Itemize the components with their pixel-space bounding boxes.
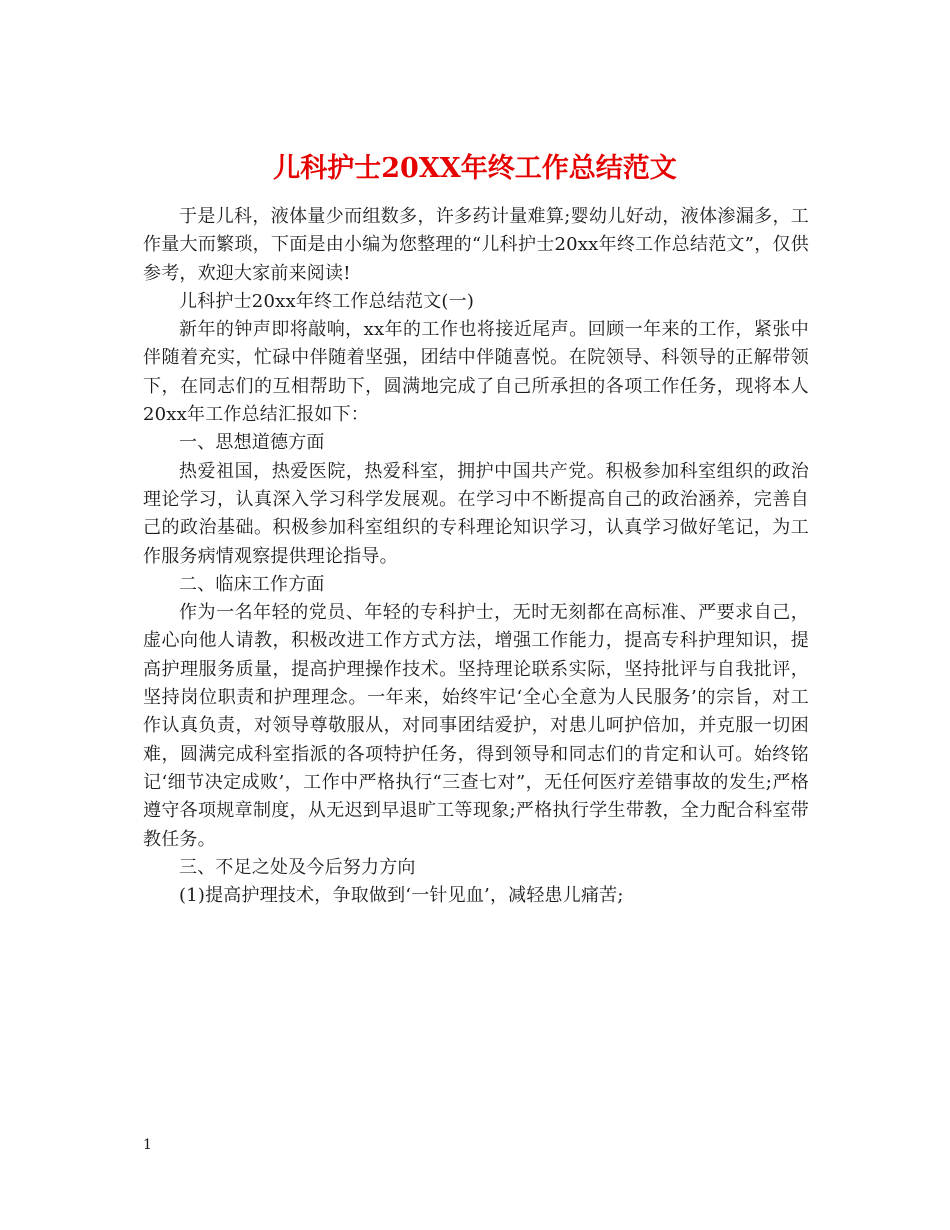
heading-clinical-work: 二、临床工作方面 (179, 573, 325, 595)
document-title: 儿科护士20XX年终工作总结范文 (273, 153, 677, 185)
paragraph-clinical-work: 作为一名年轻的党员、年轻的专科护士，无时无刻都在高标准、严要求自己，虚心向他人请教，积极改进工作方式方法，增强工作能力，提高专科护理知识，提高护理服务质量，提高护理操作技术。坚持理论联系实际，坚持批评与自我批评，坚持岗位职责和护理理念。一年来，始终牢记‘全心全意为人民服务’的宗旨，对工作认真负责，对领导尊敬服从，对同事团结爱护，对患儿呵护倍加，并克服一切困难，圆满完成科室指派的各项特护任务，得到领导和同志们的肯定和认可。始终铭记‘细节决定成败’，工作中严格执行“三查七对”，无任何医疗差错事故的发生;严格遵守各项规章制度，从无迟到早退旷工等现象;严格执行学生带教，全力配合科室带教任务。 (143, 602, 809, 850)
section-heading-sample-one: 儿科护士20xx年终工作总结范文(一) (179, 290, 475, 312)
list-item-improve-skills: (1)提高护理技术，争取做到‘一针见血’，减轻患儿痛苦; (179, 885, 624, 907)
page-number: 1 (143, 1137, 152, 1153)
intro-paragraph: 于是儿科，液体量少而组数多，许多药计量难算;婴幼儿好动，液体渗漏多，工作量大而繁琐，下面是由小编为您整理的“儿科护士20xx年终工作总结范文”，仅供参考，欢迎大家前来阅读! (143, 206, 809, 284)
paragraph-ideology-morality: 热爱祖国，热爱医院，热爱科室，拥护中国共产党。积极参加科室组织的政治理论学习，认真深入学习科学发展观。在学习中不断提高自己的政治涵养，完善自己的政治基础。积极参加科室组织的专科理论知识学习，认真学习做好笔记，为工作服务病情观察提供理论指导。 (143, 460, 809, 567)
document-body (143, 203, 809, 910)
paragraph-new-year: 新年的钟声即将敲响，xx年的工作也将接近尾声。回顾一年来的工作，紧张中伴随着充实，忙碌中伴随着坚强，团结中伴随喜悦。在院领导、科领导的正解带领下，在同志们的互相帮助下，圆满地完成了自己所承担的各项工作任务，现将本人20xx年工作总结汇报如下： (143, 319, 809, 426)
heading-ideology-morality: 一、思想道德方面 (179, 432, 325, 454)
heading-shortcomings: 三、不足之处及今后努力方向 (179, 856, 416, 878)
